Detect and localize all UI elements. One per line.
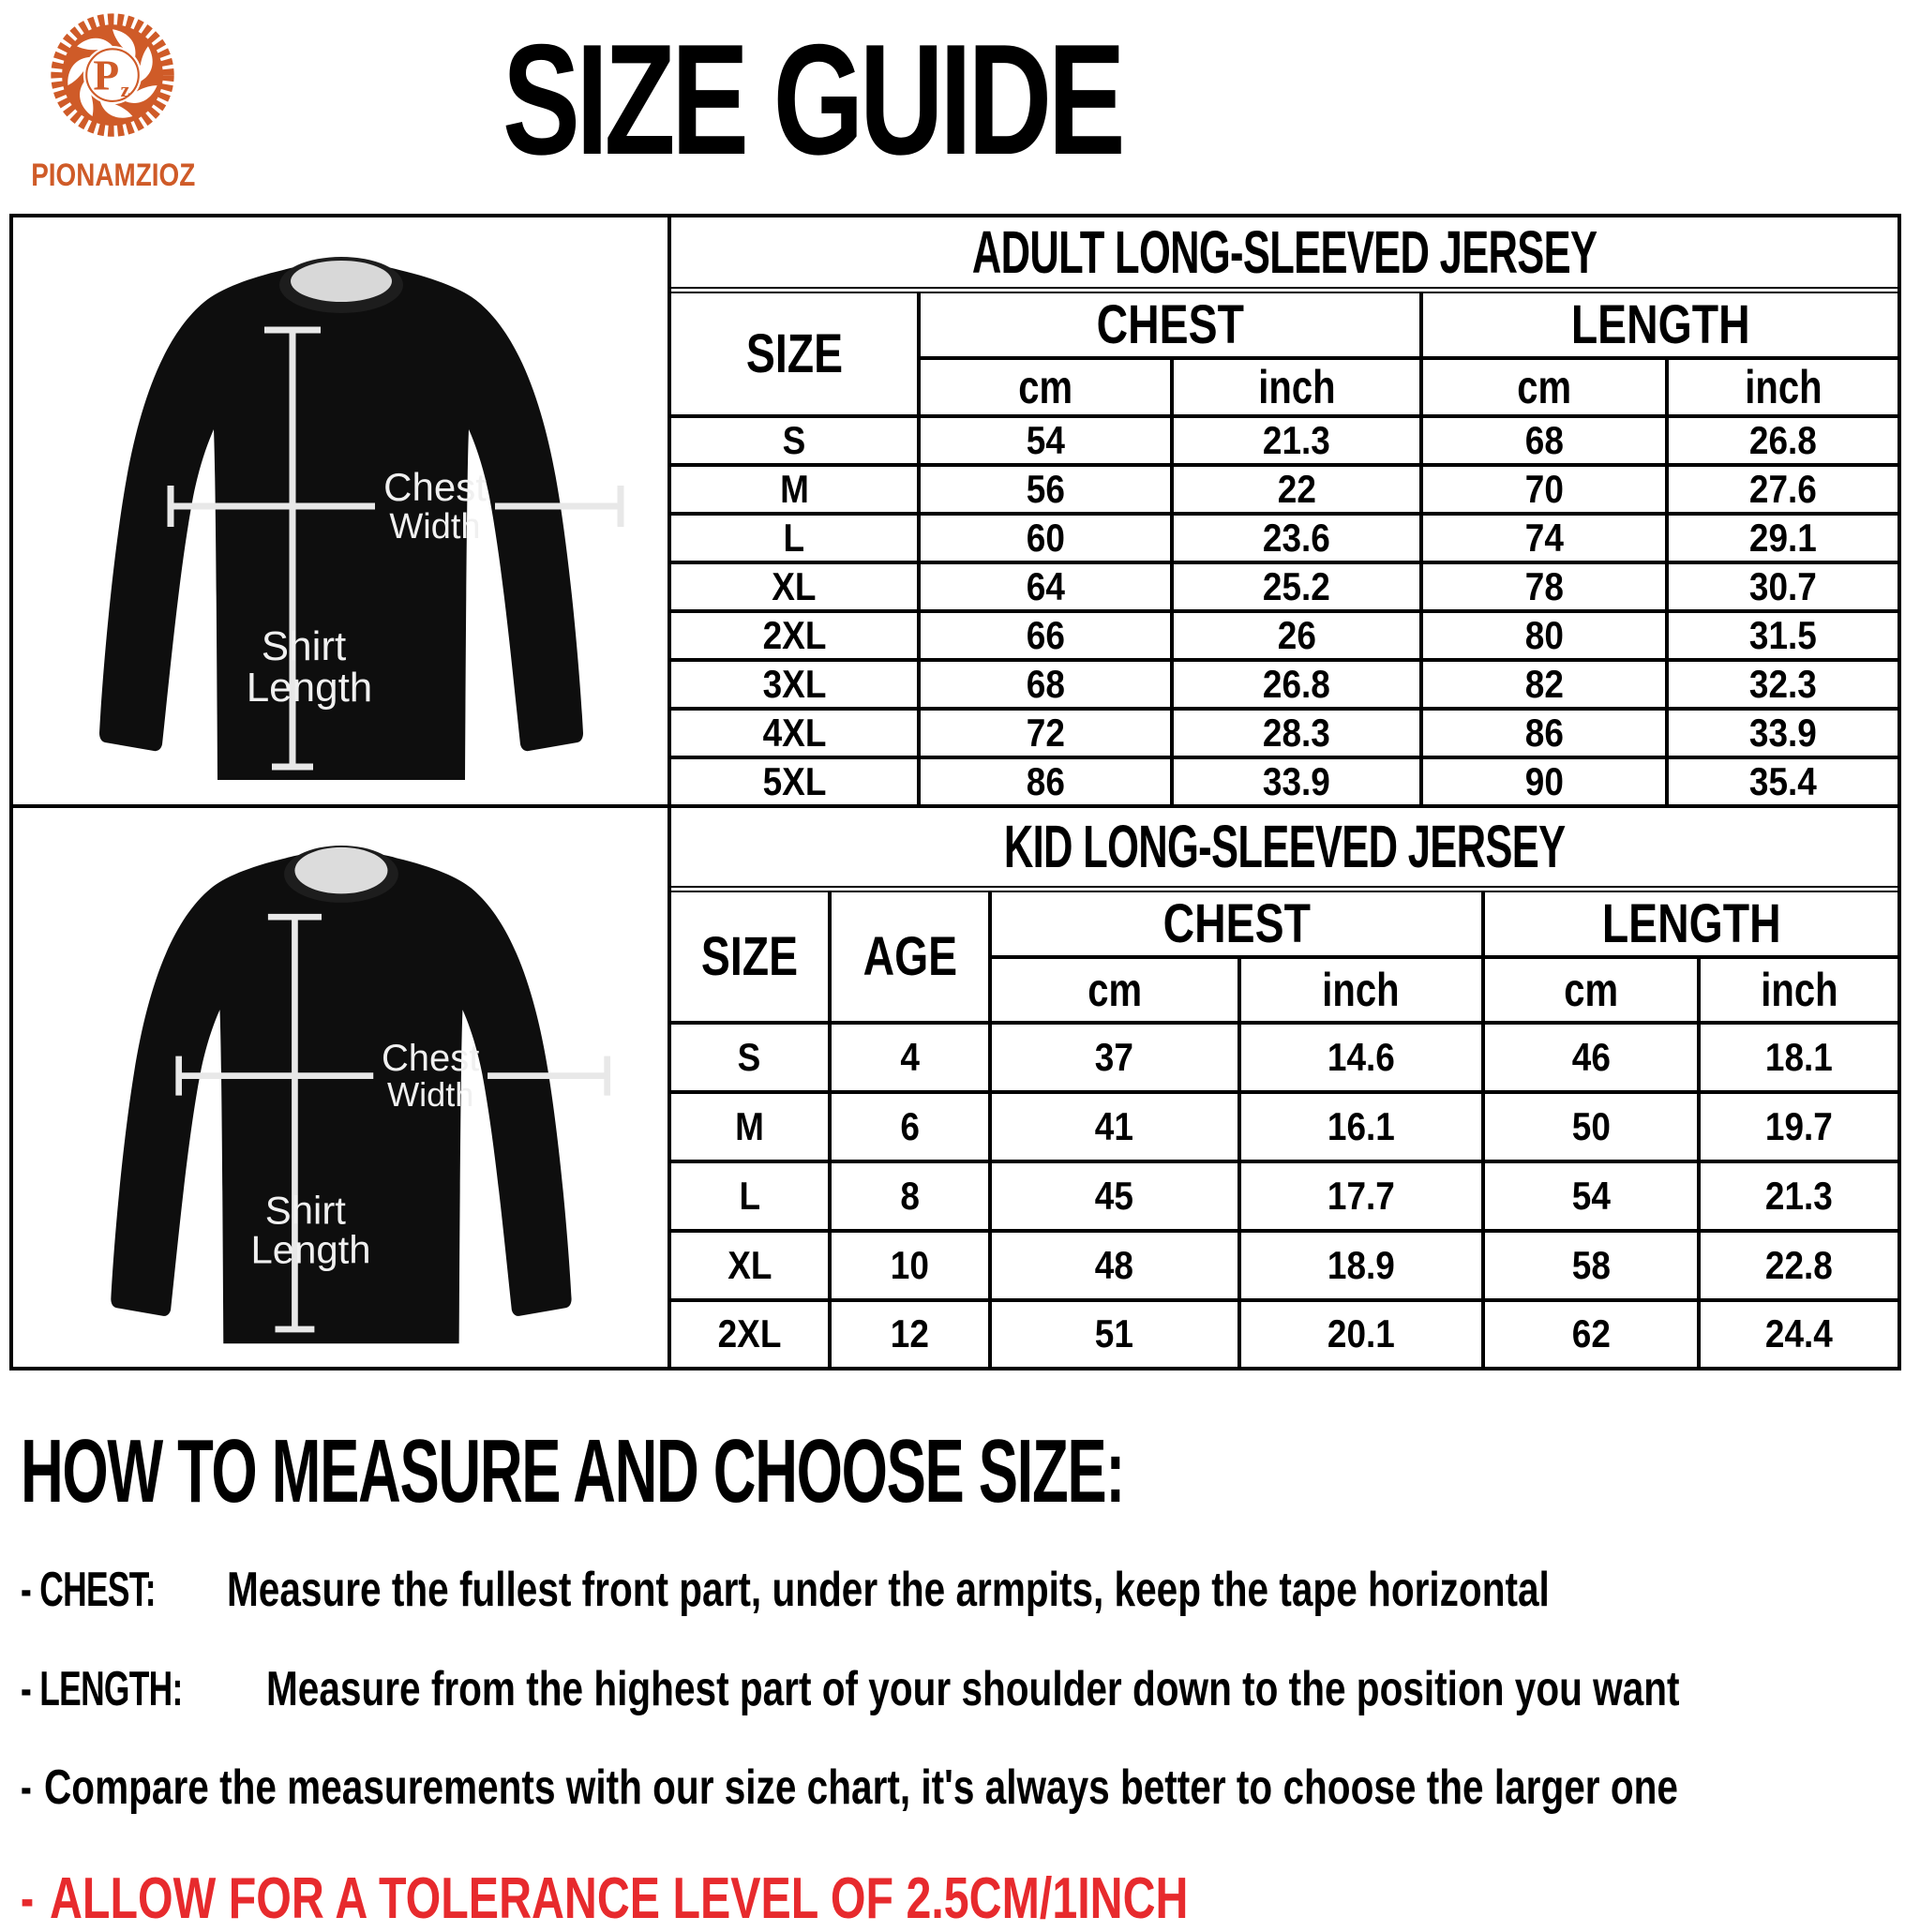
value-cell: 32.3 [1667, 660, 1898, 709]
value-cell: 80 [1421, 611, 1667, 660]
value-cell: 41 [990, 1092, 1239, 1161]
gear-logo-icon [33, 6, 192, 156]
how-to-heading: HOW TO MEASURE AND CHOOSE SIZE: [21, 1421, 1125, 1521]
value-cell: 86 [1421, 709, 1667, 757]
value-cell: 18.1 [1699, 1023, 1898, 1092]
adult-size-table-cell [671, 217, 1898, 808]
logo-letter-z: z [120, 77, 130, 101]
size-cell: 3XL [671, 660, 919, 709]
value-cell: 68 [1421, 416, 1667, 465]
table-row [671, 562, 1898, 611]
page-title: SIZE GUIDE [502, 11, 1122, 187]
value-cell: 60 [919, 514, 1171, 562]
table-row [671, 1161, 1898, 1231]
value-cell: 18.9 [1239, 1231, 1483, 1300]
value-cell: 21.3 [1699, 1161, 1898, 1231]
size-cell: XL [671, 1231, 830, 1300]
size-cell: S [671, 1023, 830, 1092]
value-cell: 64 [919, 562, 1171, 611]
table-row [671, 1231, 1898, 1300]
value-cell: 14.6 [1239, 1023, 1483, 1092]
age-cell: 6 [830, 1092, 990, 1161]
size-cell: S [671, 416, 919, 465]
value-cell: 56 [919, 465, 1171, 514]
value-cell: 23.6 [1172, 514, 1422, 562]
value-cell: 48 [990, 1231, 1239, 1300]
table-row [671, 465, 1898, 514]
value-cell: 68 [919, 660, 1171, 709]
value-cell: 90 [1421, 757, 1667, 804]
table-row [671, 757, 1898, 804]
age-cell: 12 [830, 1300, 990, 1367]
kid-size-table [671, 808, 1898, 1367]
how-to-measure-section [21, 1421, 1901, 1932]
col-header-chest: CHEST [919, 291, 1421, 359]
value-cell: 30.7 [1667, 562, 1898, 611]
collar-inner [291, 261, 392, 302]
svg-text:Shirt: Shirt [261, 623, 347, 669]
value-cell: 86 [919, 757, 1171, 804]
value-cell: 51 [990, 1300, 1239, 1367]
unit-header-cm: cm [1483, 957, 1699, 1023]
size-cell: 2XL [671, 611, 919, 660]
value-cell: 22.8 [1699, 1231, 1898, 1300]
adult-shirt-icon [13, 217, 668, 804]
size-cell: L [671, 1161, 830, 1231]
table-row [671, 416, 1898, 465]
value-cell: 28.3 [1172, 709, 1422, 757]
table-row [671, 1300, 1898, 1367]
col-header-size: SIZE [671, 291, 919, 417]
adult-table-title: ADULT LONG-SLEEVED JERSEY [671, 217, 1898, 291]
unit-header-inch: inch [1667, 358, 1898, 416]
kid-shirt-diagram [13, 808, 671, 1367]
age-cell: 10 [830, 1231, 990, 1300]
size-cell: 5XL [671, 757, 919, 804]
logo-letter-p: P [93, 51, 120, 99]
svg-text:Width: Width [389, 507, 481, 547]
value-cell: 20.1 [1239, 1300, 1483, 1367]
table-row [671, 611, 1898, 660]
value-cell: 22 [1172, 465, 1422, 514]
value-cell: 46 [1483, 1023, 1699, 1092]
adult-size-table [671, 217, 1898, 804]
size-cell: M [671, 465, 919, 514]
unit-header-inch: inch [1699, 957, 1898, 1023]
brand-name: PIONAMZIOZ [31, 157, 196, 193]
kid-shirt-icon [13, 808, 668, 1367]
size-chart-panel [9, 214, 1901, 1370]
value-cell: 45 [990, 1161, 1239, 1231]
value-cell: 54 [1483, 1161, 1699, 1231]
size-cell: XL [671, 562, 919, 611]
value-cell: 33.9 [1172, 757, 1422, 804]
unit-header-cm: cm [919, 358, 1171, 416]
kid-table-title: KID LONG-SLEEVED JERSEY [671, 808, 1898, 889]
size-cell: 2XL [671, 1300, 830, 1367]
value-cell: 19.7 [1699, 1092, 1898, 1161]
age-cell: 4 [830, 1023, 990, 1092]
value-cell: 16.1 [1239, 1092, 1483, 1161]
value-cell: 26 [1172, 611, 1422, 660]
table-row [671, 660, 1898, 709]
instruction-chest: - CHEST: Measure the fullest front part, under the armpits, keep the tape horizontal [21, 1562, 1550, 1617]
value-cell: 21.3 [1172, 416, 1422, 465]
svg-text:Chest: Chest [383, 465, 487, 509]
col-header-chest: CHEST [990, 889, 1483, 957]
col-header-length: LENGTH [1421, 291, 1898, 359]
col-header-age: AGE [830, 889, 990, 1023]
value-cell: 82 [1421, 660, 1667, 709]
instruction-tolerance: - ALLOW FOR A TOLERANCE LEVEL OF 2.5CM/1INCH [21, 1866, 1189, 1932]
value-cell: 66 [919, 611, 1171, 660]
svg-text:Shirt: Shirt [264, 1188, 346, 1233]
unit-header-cm: cm [990, 957, 1239, 1023]
value-cell: 26.8 [1667, 416, 1898, 465]
value-cell: 17.7 [1239, 1161, 1483, 1231]
chest-width-label [382, 1038, 479, 1114]
svg-text:Chest: Chest [381, 1037, 480, 1079]
unit-header-cm: cm [1421, 358, 1667, 416]
value-cell: 29.1 [1667, 514, 1898, 562]
instruction-compare: - Compare the measurements with our size chart, it's always better to choose the larger one [21, 1760, 1678, 1816]
age-cell: 8 [830, 1161, 990, 1231]
kid-size-table-cell [671, 808, 1898, 1367]
col-header-size: SIZE [671, 889, 830, 1023]
chest-width-label [383, 465, 487, 547]
unit-header-inch: inch [1172, 358, 1422, 416]
unit-header-inch: inch [1239, 957, 1483, 1023]
value-cell: 50 [1483, 1092, 1699, 1161]
col-header-length: LENGTH [1483, 889, 1898, 957]
value-cell: 31.5 [1667, 611, 1898, 660]
value-cell: 24.4 [1699, 1300, 1898, 1367]
adult-shirt-diagram [13, 217, 671, 808]
value-cell: 25.2 [1172, 562, 1422, 611]
size-cell: 4XL [671, 709, 919, 757]
svg-text:Length: Length [246, 665, 373, 711]
size-cell: M [671, 1092, 830, 1161]
value-cell: 78 [1421, 562, 1667, 611]
size-cell: L [671, 514, 919, 562]
collar-inner [294, 847, 387, 894]
value-cell: 27.6 [1667, 465, 1898, 514]
value-cell: 62 [1483, 1300, 1699, 1367]
svg-text:Width: Width [386, 1074, 474, 1114]
brand-logo [13, 6, 212, 194]
value-cell: 26.8 [1172, 660, 1422, 709]
table-row [671, 1023, 1898, 1092]
value-cell: 74 [1421, 514, 1667, 562]
value-cell: 58 [1483, 1231, 1699, 1300]
instruction-length: - LENGTH: Measure from the highest part of your shoulder down to the position you want [21, 1661, 1680, 1716]
value-cell: 33.9 [1667, 709, 1898, 757]
table-row [671, 709, 1898, 757]
svg-text:Length: Length [250, 1227, 371, 1272]
value-cell: 72 [919, 709, 1171, 757]
value-cell: 35.4 [1667, 757, 1898, 804]
value-cell: 70 [1421, 465, 1667, 514]
table-row [671, 514, 1898, 562]
value-cell: 54 [919, 416, 1171, 465]
value-cell: 37 [990, 1023, 1239, 1092]
table-row [671, 1092, 1898, 1161]
